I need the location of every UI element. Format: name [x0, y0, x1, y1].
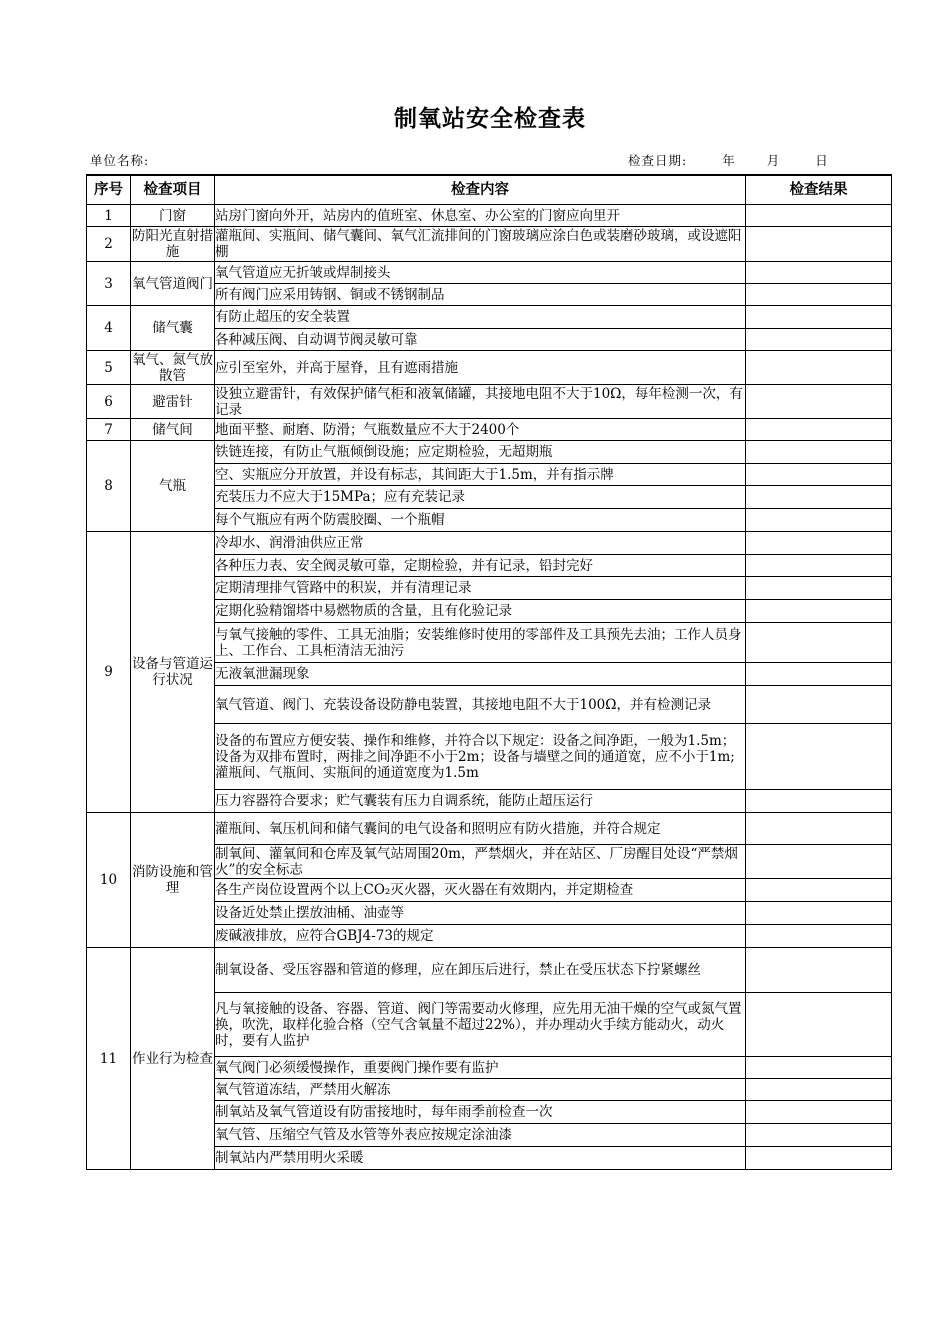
check-content: 制氧站及氧气管道设有防雷接地时，每年雨季前检查一次	[215, 1101, 746, 1124]
check-item: 设备与管道运行状况	[131, 532, 215, 813]
check-result-cell[interactable]	[746, 351, 892, 385]
check-content: 有防止超压的安全装置	[215, 306, 746, 329]
check-result-cell[interactable]	[746, 1147, 892, 1170]
check-result-cell[interactable]	[746, 262, 892, 284]
check-content: 铁链连接，有防止气瓶倾倒设施；应定期检验，无超期瓶	[215, 441, 746, 464]
inspection-date	[628, 151, 829, 169]
check-item: 消防设施和管理	[131, 813, 215, 948]
unit-name-label: 单位名称:	[90, 153, 150, 168]
date-year-label: 年	[722, 153, 736, 168]
check-result-cell[interactable]	[746, 663, 892, 686]
check-content: 压力容器符合要求；贮气囊装有压力自调系统，能防止超压运行	[215, 790, 746, 813]
table-row	[87, 813, 892, 845]
row-number: 2	[87, 227, 131, 262]
check-result-cell[interactable]	[746, 623, 892, 663]
check-item: 门窗	[131, 205, 215, 227]
check-result-cell[interactable]	[746, 813, 892, 845]
check-content: 每个气瓶应有两个防震胶圈、一个瓶帽	[215, 509, 746, 532]
row-number: 11	[87, 948, 131, 1170]
check-content: 氧气管、压缩空气管及水管等外表应按规定涂油漆	[215, 1124, 746, 1147]
check-content: 氧气阀门必须缓慢操作，重要阀门操作要有监护	[215, 1057, 746, 1079]
check-content: 灌瓶间、实瓶间、储气囊间、氧气汇流排间的门窗玻璃应涂白色或装磨砂玻璃，或设遮阳棚	[215, 227, 746, 262]
check-item: 储气间	[131, 419, 215, 441]
check-content: 地面平整、耐磨、防滑；气瓶数量应不大于2400个	[215, 419, 746, 441]
check-item: 防阳光直射措施	[132, 228, 213, 260]
check-content: 制氧设备、受压容器和管道的修理，应在卸压后进行，禁止在受压状态下拧紧螺丝	[215, 948, 746, 993]
date-parts	[722, 153, 829, 168]
inspection-table	[86, 174, 892, 1170]
check-result-cell[interactable]	[746, 1124, 892, 1147]
row-number: 10	[87, 813, 131, 948]
check-result-cell[interactable]	[746, 1057, 892, 1079]
check-item: 避雷针	[131, 385, 215, 419]
table-header-row	[87, 175, 892, 205]
row-number: 5	[87, 351, 131, 385]
check-content: 设备的布置应方便安装、操作和维修，并符合以下规定：设备之间净距，一般为1.5m；设备为双排布置时，两排之间净距不小于2m；设备与墙壁之间的通道宽，应不小于1m;灌瓶间、气瓶间、实瓶间的通道宽度为1.5m	[215, 724, 746, 790]
check-content: 定期化验精馏塔中易燃物质的含量，且有化验记录	[215, 600, 746, 623]
check-content: 各生产岗位设置两个以上CO₂灭火器，灭火器在有效期内，并定期检查	[215, 879, 746, 902]
check-result-cell[interactable]	[746, 205, 892, 227]
check-content: 氧气管道冻结，严禁用火解冻	[215, 1079, 746, 1101]
date-month-label: 月	[766, 153, 781, 168]
check-result-cell[interactable]	[746, 577, 892, 600]
header-content: 检查内容	[215, 175, 746, 205]
check-result-cell[interactable]	[746, 227, 892, 262]
check-result-cell[interactable]	[746, 879, 892, 902]
row-number: 4	[87, 306, 131, 351]
check-result-cell[interactable]	[746, 532, 892, 555]
check-result-cell[interactable]	[746, 1079, 892, 1101]
check-result-cell[interactable]	[746, 385, 892, 419]
inspection-date-label: 检查日期:	[628, 153, 688, 168]
table-row	[87, 419, 892, 441]
check-item: 气瓶	[131, 441, 215, 532]
check-result-cell[interactable]	[746, 600, 892, 623]
table-row	[87, 205, 892, 227]
check-content: 设备近处禁止摆放油桶、油壶等	[215, 902, 746, 925]
table-row	[87, 385, 892, 419]
check-content: 空、实瓶应分开放置，并设有标志，其间距大于1.5m，并有指示牌	[215, 464, 746, 486]
check-result-cell[interactable]	[746, 464, 892, 486]
check-result-cell[interactable]	[746, 790, 892, 813]
check-result-cell[interactable]	[746, 284, 892, 306]
table-row	[87, 306, 892, 329]
check-item: 氧气、氮气放散管	[132, 351, 213, 384]
table-body	[87, 205, 892, 1170]
check-result-cell[interactable]	[746, 902, 892, 925]
check-item: 作业行为检查	[131, 948, 215, 1170]
check-content: 各种压力表、安全阀灵敏可靠，定期检验，并有记录，铅封完好	[215, 555, 746, 577]
check-result-cell[interactable]	[746, 724, 892, 790]
check-content: 定期清理排气管路中的积炭，并有清理记录	[215, 577, 746, 600]
row-number: 9	[87, 532, 131, 813]
check-result-cell[interactable]	[746, 486, 892, 509]
header-result: 检查结果	[746, 175, 892, 205]
check-content: 废碱液排放，应符合GBJ4-73的规定	[215, 925, 746, 948]
table-row	[87, 441, 892, 464]
page-title: 制氧站安全检查表	[394, 105, 586, 132]
check-result-cell[interactable]	[746, 925, 892, 948]
check-content: 站房门窗向外开，站房内的值班室、休息室、办公室的门窗应向里开	[215, 205, 746, 227]
check-content: 凡与氧接触的设备、容器、管道、阀门等需要动火修理，应先用无油干燥的空气或氮气置换，吹洗，取样化验合格（空气含氧量不超过22%），并办理动火手续方能动火，动火时，要有人监护	[215, 993, 746, 1057]
check-content: 氧气管道、阀门、充装设备设防静电装置，其接地电阻不大于100Ω，并有检测记录	[215, 686, 746, 724]
check-result-cell[interactable]	[746, 948, 892, 993]
check-content: 各种减压阀、自动调节阀灵敏可靠	[215, 329, 746, 351]
check-content: 应引至室外，并高于屋脊，且有遮雨措施	[215, 351, 746, 385]
header-item: 检查项目	[131, 175, 215, 205]
check-result-cell[interactable]	[746, 306, 892, 329]
check-content: 制氧间、灌氧间和仓库及氧气站周围20m，严禁烟火，并在站区、厂房醒目处设“严禁烟火”的安全标志	[215, 845, 746, 879]
check-content: 氧气管道应无折皱或焊制接头	[215, 262, 746, 284]
check-content: 制氧站内严禁用明火采暖	[215, 1147, 746, 1170]
check-content: 无液氧泄漏现象	[215, 663, 746, 686]
row-number: 1	[87, 205, 131, 227]
check-result-cell[interactable]	[746, 845, 892, 879]
check-content: 设独立避雷针，有效保护储气柜和液氧储罐，其接地电阻不大于10Ω，每年检测一次，有记录	[215, 385, 746, 419]
table-row	[87, 532, 892, 555]
row-number: 3	[87, 262, 131, 306]
check-content: 所有阀门应采用铸钢、铜或不锈钢制品	[215, 284, 746, 306]
check-result-cell[interactable]	[746, 1101, 892, 1124]
check-result-cell[interactable]	[746, 441, 892, 464]
row-number: 6	[87, 385, 131, 419]
table-row	[87, 948, 892, 993]
check-content: 冷却水、润滑油供应正常	[215, 532, 746, 555]
table-row	[87, 262, 892, 284]
check-item: 储气囊	[131, 306, 215, 351]
check-item: 氧气管道阀门	[131, 262, 215, 306]
table-row	[87, 351, 892, 385]
check-result-cell[interactable]	[746, 329, 892, 351]
check-content: 与氧气接触的零件、工具无油脂；安装维修时使用的零部件及工具预先去油；工作人员身上、工作台、工具柜清洁无油污	[215, 623, 746, 663]
check-content: 充装压力不应大于15MPa；应有充装记录	[215, 486, 746, 509]
row-number: 8	[87, 441, 131, 532]
check-result-cell[interactable]	[746, 993, 892, 1057]
check-result-cell[interactable]	[746, 555, 892, 577]
check-result-cell[interactable]	[746, 686, 892, 724]
check-result-cell[interactable]	[746, 509, 892, 532]
check-content: 灌瓶间、氧压机间和储气囊间的电气设备和照明应有防火措施，并符合规定	[215, 813, 746, 845]
row-number: 7	[87, 419, 131, 441]
date-day-label: 日	[815, 153, 829, 168]
header-no: 序号	[87, 175, 131, 205]
check-result-cell[interactable]	[746, 419, 892, 441]
table-row	[87, 227, 892, 262]
